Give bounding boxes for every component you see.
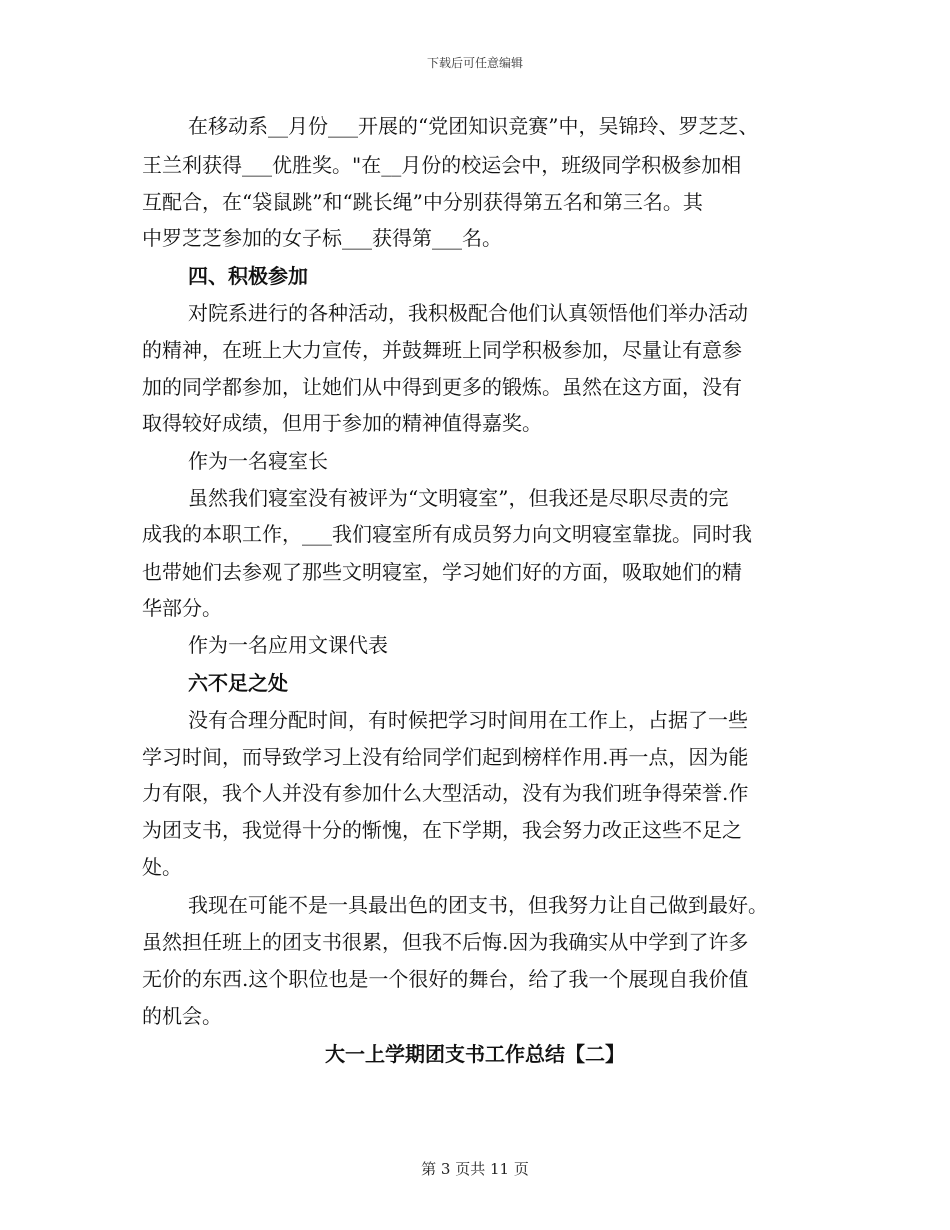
- body-line: 取得较好成绩，但用于参加的精神值得嘉奖。: [142, 411, 542, 435]
- body-line: 也带她们去参观了那些文明寝室，学习她们好的方面，吸取她们的精: [142, 560, 742, 584]
- body-line: 处。: [142, 855, 182, 879]
- body-line: 虽然我们寝室没有被评为“文明寝室”，但我还是尽职尽责的完: [188, 486, 729, 510]
- body-line: 中罗芝芝参加的女子标___获得第___名。: [142, 226, 502, 250]
- body-line: 虽然担任班上的团支书很累，但我不后悔.因为我确实从中学到了许多: [142, 930, 749, 954]
- section-heading: 四、积极参加: [188, 264, 308, 288]
- section-title: 大一上学期团支书工作总结【二】: [325, 1042, 625, 1066]
- body-line: 学习时间，而导致学习上没有给同学们起到榜样作用.再一点，因为能: [142, 745, 749, 769]
- body-line: 无价的东西.这个职位也是一个很好的舞台，给了我一个展现自我价值: [142, 967, 749, 991]
- body-line: 我现在可能不是一具最出色的团支书，但我努力让自己做到最好。: [188, 893, 768, 917]
- subheading: 作为一名寝室长: [188, 449, 328, 473]
- body-line: 对院系进行的各种活动，我积极配合他们认真领悟他们举办活动: [188, 301, 748, 325]
- body-line: 为团支书，我觉得十分的惭愧，在下学期，我会努力改正这些不足之: [142, 818, 742, 842]
- body-line: 互配合，在“袋鼠跳”和“跳长绳”中分别获得第五名和第三名。其: [142, 190, 703, 214]
- subheading: 作为一名应用文课代表: [188, 633, 388, 657]
- body-line: 加的同学都参加，让她们从中得到更多的锻炼。虽然在这方面，没有: [142, 375, 742, 399]
- page-header: 下载后可任意编辑: [426, 56, 523, 70]
- body-line: 没有合理分配时间，有时候把学习时间用在工作上，占据了一些: [188, 708, 748, 732]
- body-line: 华部分。: [142, 596, 222, 620]
- body-line: 在移动系__月份___开展的“党团知识竞赛”中，吴锦玲、罗芝芝、: [188, 114, 759, 138]
- body-line: 力有限，我个人并没有参加什么大型活动，没有为我们班争得荣誉.作: [142, 781, 749, 805]
- section-heading: 六不足之处: [188, 671, 288, 695]
- page-footer: 第 3 页共 11 页: [421, 1160, 529, 1178]
- body-line: 的精神，在班上大力宣传，并鼓舞班上同学积极参加，尽量让有意参: [142, 338, 742, 362]
- body-line: 成我的本职工作，___我们寝室所有成员努力向文明寝室靠拢。同时我: [142, 522, 752, 546]
- body-line: 王兰利获得___优胜奖。"在__月份的校运会中，班级同学积极参加相: [142, 153, 742, 177]
- body-line: 的机会。: [142, 1004, 222, 1028]
